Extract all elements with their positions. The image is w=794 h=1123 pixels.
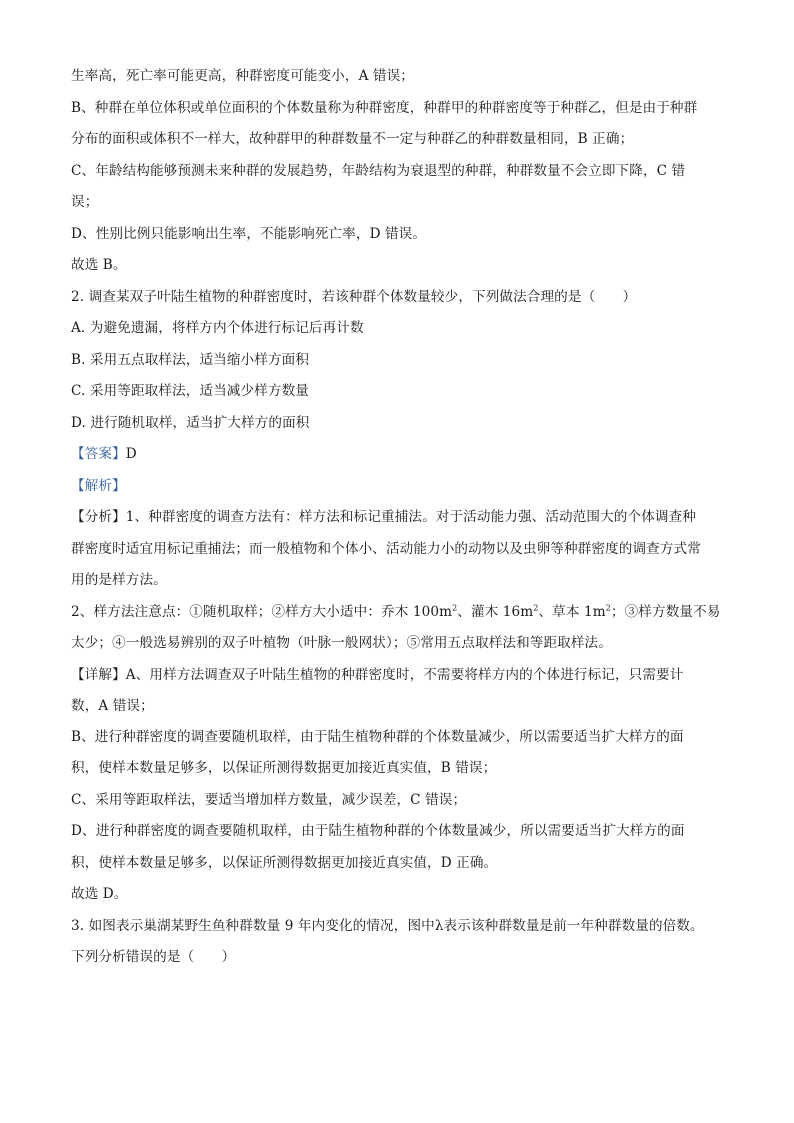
question-stem: 下列分析错误的是（ ）: [71, 949, 236, 965]
text-line: B、进行种群密度的调查要随机取样，由于陆生植物种群的个体数量减少，所以需要适当扩大样方的面: [71, 729, 684, 745]
answer-line: [71, 444, 721, 464]
text-line: B、种群在单位体积或单位面积的个体数量称为种群密度，种群甲的种群密度等于种群乙，但是由于种群: [71, 100, 698, 116]
point-text: ；③样方数量不易: [610, 604, 721, 620]
analysis-label: [71, 476, 721, 496]
point-text: 、灌木 16m: [457, 604, 534, 620]
point-text: 、草本 1m: [538, 604, 606, 620]
text-line: 生率高，死亡率可能更高，种群密度可能变小，A 错误；: [71, 68, 414, 84]
text-line: 分布的面积或体积不一样大，故种群甲的种群数量不一定与种群乙的种群数量相同，B 正确；: [71, 131, 634, 147]
text-line: 积，使样本数量足够多，以保证所测得数据更加接近真实值，B 错误；: [71, 760, 497, 776]
superscript: 2: [452, 603, 458, 613]
superscript: 2: [533, 603, 539, 613]
fenxi-label: 【分析】: [71, 509, 126, 525]
text-line: 群密度时适宜用标记重捕法；而一般植物和个体小、活动能力小的动物以及虫卵等种群密度的调查方式常: [71, 541, 701, 557]
text-line: 故选 D。: [71, 886, 128, 902]
point-text: 2、样方法注意点：①随机取样；②样方大小适中：乔木 100m: [71, 604, 453, 620]
fenxi-text: 1、种群密度的调查方法有：样方法和标记重捕法。对于活动能力强、活动范围大的个体调查种: [125, 509, 696, 525]
analysis-tag: 【解析】: [71, 478, 126, 494]
xiangjie-text: A、用样方法调查双子叶陆生植物的种群密度时，不需要将样方内的个体进行标记，只需要计: [125, 667, 684, 683]
question-stem: 3. 如图表示巢湖某野生鱼种群数量 9 年内变化的情况，图中λ表示该种群数量是前一年种群数量的倍数。: [71, 918, 704, 934]
text-line: C、采用等距取样法，要适当增加样方数量，减少误差，C 错误；: [71, 792, 467, 808]
text-line: 用的是样方法。: [71, 572, 167, 588]
text-line: C、年龄结构能够预测未来种群的发展趋势，年龄结构为衰退型的种群，种群数量不会立即下降，C 错: [71, 163, 686, 179]
option-c: C. 采用等距取样法，适当减少样方数量: [71, 383, 309, 399]
answer-value: D: [125, 446, 137, 462]
text-line: 故选 B。: [71, 257, 127, 273]
fenxi-line: [71, 507, 721, 527]
text-line: 数，A 错误；: [71, 698, 154, 714]
answer-label: 【答案】: [71, 446, 126, 462]
question-stem: 2. 调查某双子叶陆生植物的种群密度时，若该种群个体数量较少，下列做法合理的是（ ）: [71, 289, 637, 305]
superscript: 2: [605, 603, 611, 613]
option-b: B. 采用五点取样法，适当缩小样方面积: [71, 352, 310, 368]
text-line: 误；: [71, 194, 99, 210]
text-line: D、进行种群密度的调查要随机取样，由于陆生植物种群的个体数量减少，所以需要适当扩大样方的面: [71, 823, 685, 839]
option-a: A. 为避免遗漏，将样方内个体进行标记后再计数: [71, 320, 364, 336]
text-line: 积，使样本数量足够多，以保证所测得数据更加接近真实值，D 正确。: [71, 855, 498, 871]
text-line: D、性别比例只能影响出生率，不能影响死亡率，D 错误。: [71, 226, 427, 242]
sampling-points-line: [71, 602, 721, 622]
option-d: D. 进行随机取样，适当扩大样方的面积: [71, 415, 310, 431]
xiangjie-label: 【详解】: [71, 667, 126, 683]
xiangjie-line: [71, 665, 721, 685]
text-line: 太少；④一般选易辨别的双子叶植物（叶脉一般网状）；⑤常用五点取样法和等距取样法。: [71, 635, 612, 651]
